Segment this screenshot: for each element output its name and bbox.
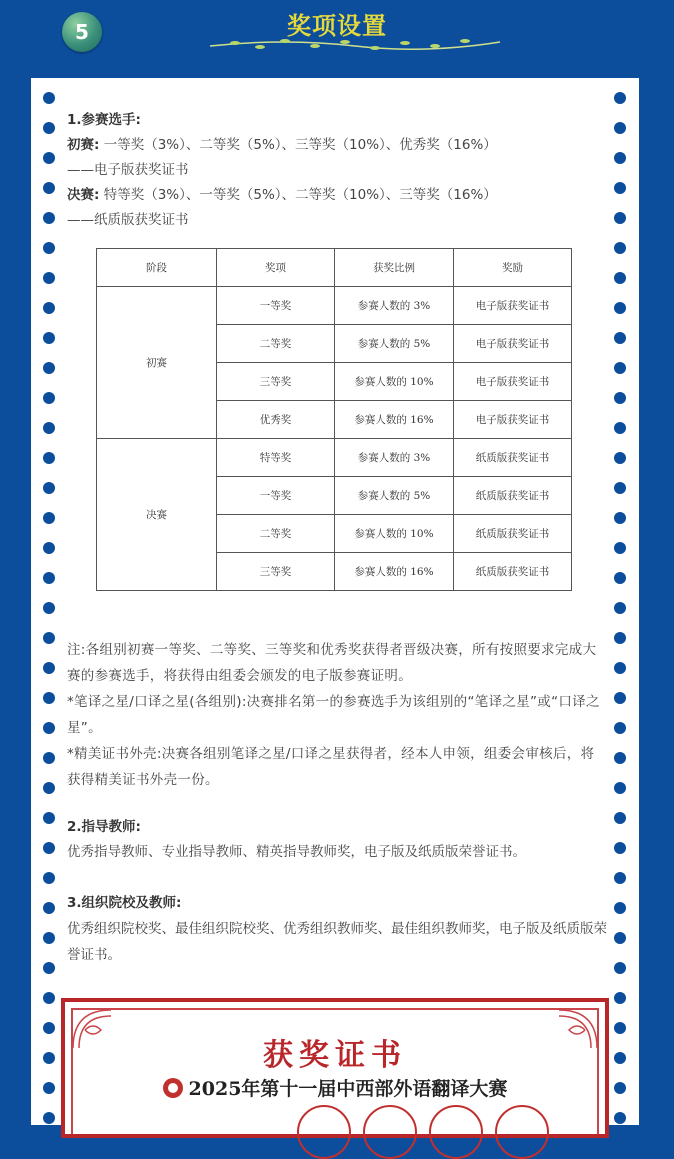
binder-hole-icon xyxy=(614,392,626,404)
binder-hole-icon xyxy=(43,692,55,704)
binder-hole-icon xyxy=(43,152,55,164)
prelim-awards: 一等奖（3%）、二等奖（5%）、三等奖（10%）、优秀奖（16%） xyxy=(103,137,497,153)
binder-hole-icon xyxy=(614,272,626,284)
final-awards: 特等奖（3%）、一等奖（5%）、二等奖（10%）、三等奖（16%） xyxy=(103,187,497,203)
binder-hole-icon xyxy=(614,332,626,344)
binder-hole-icon xyxy=(43,302,55,314)
teachers-section xyxy=(67,815,607,865)
binder-hole-icon xyxy=(43,182,55,194)
table-row xyxy=(97,439,572,477)
table-cell: 一等奖 xyxy=(217,287,335,325)
table-cell: 参赛人数的 10% xyxy=(335,515,454,553)
binder-hole-icon xyxy=(614,212,626,224)
binder-hole-icon xyxy=(43,782,55,794)
binder-hole-icon xyxy=(43,92,55,104)
binder-hole-icon xyxy=(43,632,55,644)
vine-ornament-icon xyxy=(205,34,505,54)
table-cell: 二等奖 xyxy=(217,325,335,363)
binder-hole-icon xyxy=(614,482,626,494)
table-cell: 二等奖 xyxy=(217,515,335,553)
binder-hole-icon xyxy=(43,392,55,404)
participants-section xyxy=(67,108,607,233)
binder-hole-icon xyxy=(614,1022,626,1034)
institutions-heading: 3.组织院校及教师: xyxy=(67,895,182,911)
binder-hole-icon xyxy=(43,872,55,884)
seal-stamp-icon xyxy=(363,1105,417,1159)
binder-hole-icon xyxy=(43,212,55,224)
binder-hole-icon xyxy=(43,662,55,674)
table-cell: 三等奖 xyxy=(217,363,335,401)
table-cell: 参赛人数的 16% xyxy=(335,401,454,439)
binder-hole-icon xyxy=(43,422,55,434)
table-cell: 纸质版获奖证书 xyxy=(454,439,572,477)
table-cell: 参赛人数的 3% xyxy=(335,287,454,325)
table-cell: 三等奖 xyxy=(217,553,335,591)
binder-hole-icon xyxy=(614,242,626,254)
note-cert-case: *精美证书外壳:决赛各组别笔译之星/口译之星获得者，经本人申领，组委会审核后，将获得精美证书外壳一份。 xyxy=(67,746,595,788)
binder-hole-icon xyxy=(43,932,55,944)
seal-stamp-icon xyxy=(297,1105,351,1159)
note-star-award: *笔译之星/口译之星(各组别):决赛排名第一的参赛选手为该组别的“笔译之星”或“口译之星”。 xyxy=(67,694,600,736)
table-cell: 电子版获奖证书 xyxy=(454,325,572,363)
teachers-heading: 2.指导教师: xyxy=(67,819,141,835)
table-cell: 参赛人数的 10% xyxy=(335,363,454,401)
section-number-badge: 5 xyxy=(62,12,102,52)
binder-holes-left xyxy=(43,92,55,1142)
table-cell: 参赛人数的 5% xyxy=(335,325,454,363)
binder-hole-icon xyxy=(43,1112,55,1124)
table-cell: 参赛人数的 3% xyxy=(335,439,454,477)
binder-hole-icon xyxy=(43,902,55,914)
binder-hole-icon xyxy=(614,1082,626,1094)
binder-hole-icon xyxy=(614,632,626,644)
binder-hole-icon xyxy=(43,362,55,374)
teachers-text: 优秀指导教师、专业指导教师、精英指导教师奖，电子版及纸质版荣誉证书。 xyxy=(67,844,526,860)
seal-stamp-icon xyxy=(429,1105,483,1159)
binder-hole-icon xyxy=(614,602,626,614)
binder-hole-icon xyxy=(43,1052,55,1064)
binder-hole-icon xyxy=(614,1112,626,1124)
binder-hole-icon xyxy=(614,542,626,554)
table-cell: 电子版获奖证书 xyxy=(454,363,572,401)
participants-heading: 1.参赛选手: xyxy=(67,112,141,128)
prelim-line xyxy=(67,133,607,158)
table-header: 阶段 xyxy=(97,249,217,287)
binder-hole-icon xyxy=(614,812,626,824)
binder-hole-icon xyxy=(43,1022,55,1034)
table-cell: 参赛人数的 5% xyxy=(335,477,454,515)
binder-hole-icon xyxy=(614,152,626,164)
binder-hole-icon xyxy=(614,182,626,194)
binder-hole-icon xyxy=(43,572,55,584)
table-cell: 纸质版获奖证书 xyxy=(454,553,572,591)
stage-cell: 初赛 xyxy=(97,287,217,439)
binder-hole-icon xyxy=(43,752,55,764)
table-header: 获奖比例 xyxy=(335,249,454,287)
binder-hole-icon xyxy=(43,332,55,344)
certificate-image xyxy=(61,998,609,1138)
binder-hole-icon xyxy=(43,122,55,134)
binder-hole-icon xyxy=(614,512,626,524)
table-cell: 电子版获奖证书 xyxy=(454,401,572,439)
binder-hole-icon xyxy=(43,722,55,734)
contest-logo-icon xyxy=(163,1078,183,1098)
binder-hole-icon xyxy=(614,752,626,764)
certificate-subtitle: 2025年第十一届中西部外语翻译大赛 xyxy=(188,1078,508,1100)
table-cell: 特等奖 xyxy=(217,439,335,477)
binder-hole-icon xyxy=(614,782,626,794)
final-cert: ——纸质版获奖证书 xyxy=(67,212,189,228)
table-cell: 电子版获奖证书 xyxy=(454,287,572,325)
awards-table xyxy=(96,248,572,591)
binder-hole-icon xyxy=(43,812,55,824)
prelim-cert: ——电子版获奖证书 xyxy=(67,162,189,178)
binder-hole-icon xyxy=(614,842,626,854)
binder-holes-right xyxy=(614,92,626,1142)
binder-hole-icon xyxy=(614,872,626,884)
binder-hole-icon xyxy=(43,602,55,614)
binder-hole-icon xyxy=(614,362,626,374)
binder-hole-icon xyxy=(614,962,626,974)
binder-hole-icon xyxy=(614,902,626,914)
table-cell: 纸质版获奖证书 xyxy=(454,515,572,553)
table-cell: 纸质版获奖证书 xyxy=(454,477,572,515)
binder-hole-icon xyxy=(43,272,55,284)
note-qualification: 注:各组别初赛一等奖、二等奖、三等奖和优秀奖获得者晋级决赛，所有按照要求完成大赛的参赛选手，将获得由组委会颁发的电子版参赛证明。 xyxy=(67,642,597,684)
binder-hole-icon xyxy=(614,422,626,434)
binder-hole-icon xyxy=(43,512,55,524)
seal-stamp-icon xyxy=(495,1105,549,1159)
institutions-section xyxy=(67,890,607,968)
awards-table-wrapper xyxy=(96,248,572,591)
certificate-title: 获奖证书 xyxy=(263,1038,407,1073)
binder-hole-icon xyxy=(43,542,55,554)
binder-hole-icon xyxy=(614,1052,626,1064)
table-cell: 优秀奖 xyxy=(217,401,335,439)
table-header-row xyxy=(97,249,572,287)
notes-section xyxy=(67,637,607,793)
binder-hole-icon xyxy=(614,722,626,734)
binder-hole-icon xyxy=(43,1082,55,1094)
prelim-label: 初赛: xyxy=(67,137,100,153)
binder-hole-icon xyxy=(43,962,55,974)
certificate-subtitle-line xyxy=(65,1074,605,1101)
table-row xyxy=(97,287,572,325)
binder-hole-icon xyxy=(43,842,55,854)
table-header: 奖项 xyxy=(217,249,335,287)
institutions-text: 优秀组织院校奖、最佳组织院校奖、优秀组织教师奖、最佳组织教师奖，电子版及纸质版荣誉证书。 xyxy=(67,921,607,963)
binder-hole-icon xyxy=(614,92,626,104)
table-cell: 参赛人数的 16% xyxy=(335,553,454,591)
binder-hole-icon xyxy=(614,662,626,674)
binder-hole-icon xyxy=(43,242,55,254)
binder-hole-icon xyxy=(614,572,626,584)
section-header xyxy=(0,0,674,78)
binder-hole-icon xyxy=(614,992,626,1004)
final-label: 决赛: xyxy=(67,187,100,203)
table-cell: 一等奖 xyxy=(217,477,335,515)
section-title: 奖项设置 xyxy=(287,11,387,40)
binder-hole-icon xyxy=(614,122,626,134)
final-line xyxy=(67,183,607,208)
binder-hole-icon xyxy=(43,452,55,464)
binder-hole-icon xyxy=(614,932,626,944)
binder-hole-icon xyxy=(43,992,55,1004)
binder-hole-icon xyxy=(614,692,626,704)
binder-hole-icon xyxy=(614,452,626,464)
table-header: 奖励 xyxy=(454,249,572,287)
binder-hole-icon xyxy=(43,482,55,494)
binder-hole-icon xyxy=(614,302,626,314)
stage-cell: 决赛 xyxy=(97,439,217,591)
